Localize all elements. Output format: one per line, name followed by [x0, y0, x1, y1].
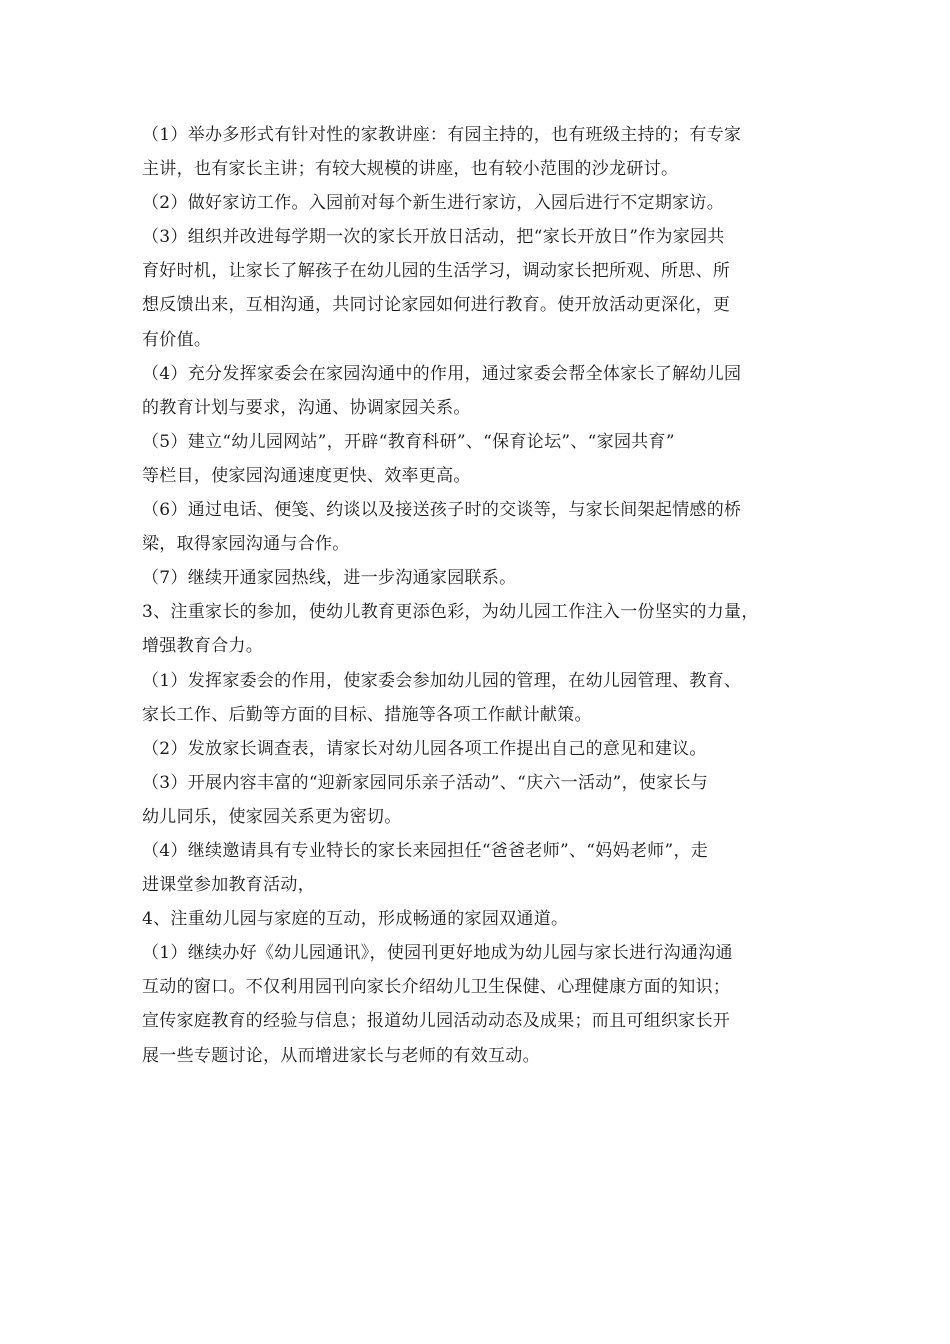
- text-line: （6）通过电话、便笺、约谈以及接送孩子时的交谈等，与家长间架起情感的桥: [142, 500, 742, 521]
- text-line: 梁，取得家园沟通与合作。: [142, 534, 350, 555]
- text-line: （1）继续办好《幼儿园通讯》，使园刊更好地成为幼儿园与家长进行沟通沟通: [142, 943, 733, 964]
- text-line: （4）充分发挥家委会在家园沟通中的作用，通过家委会帮全体家长了解幼儿园: [142, 363, 742, 384]
- text-line: （1）举办多形式有针对性的家教讲座：有园主持的，也有班级主持的；有专家: [142, 125, 742, 145]
- section-heading-3: 3、注重家长的参加，使幼儿教育更添色彩，为幼儿园工作注入一份坚实的力量，: [142, 602, 759, 623]
- text-line: （1）发挥家委会的作用，使家委会参加幼儿园的管理，在幼儿园管理、教育、: [142, 670, 742, 691]
- text-line: 宣传家庭教育的经验与信息；报道幼儿园活动动态及成果；而且可组织家长开: [142, 1011, 731, 1032]
- text-line: （4）继续邀请具有专业特长的家长来园担任“爸爸老师”、“妈妈老师”，走: [142, 840, 709, 861]
- text-line: （3）开展内容丰富的“迎新家园同乐亲子活动”、“庆六一活动”，使家长与: [142, 772, 709, 793]
- text-line: 幼儿同乐，使家园关系更为密切。: [142, 806, 402, 827]
- text-line: （2）发放家长调查表，请家长对幼儿园各项工作提出自己的意见和建议。: [142, 738, 707, 759]
- text-line: （3）组织并改进每学期一次的家长开放日活动，把“家长开放日”作为家园共: [142, 227, 725, 248]
- text-line: （2）做好家访工作。入园前对每个新生进行家访，入园后进行不定期家访。: [142, 193, 725, 214]
- text-line: 家长工作、后勤等方面的目标、措施等各项工作献计献策。: [142, 704, 592, 725]
- document-body: [142, 118, 832, 1073]
- text-line: 主讲，也有家长主讲；有较大规模的讲座，也有较小范围的沙龙研讨。: [142, 159, 679, 180]
- text-line: 增强教育合力。: [142, 636, 264, 657]
- text-line: 等栏目，使家园沟通速度更快、效率更高。: [142, 465, 471, 486]
- section-heading-4: 4、注重幼儿园与家庭的互动，形成畅通的家园双通道。: [142, 909, 569, 930]
- text-line: （5）建立“幼儿园网站”，开辟“教育科研”、“保育论坛”、“家园共育”: [142, 431, 675, 452]
- text-line: 展一些专题讨论，从而增进家长与老师的有效互动。: [142, 1045, 540, 1066]
- text-line: （7）继续开通家园热线，进一步沟通家园联系。: [142, 568, 517, 589]
- text-line: 想反馈出来，互相沟通，共同讨论家园如何进行教育。使开放活动更深化，更: [142, 295, 731, 316]
- text-line: 育好时机，让家长了解孩子在幼儿园的生活学习，调动家长把所观、所思、所: [142, 261, 731, 282]
- text-line: 进课堂参加教育活动，: [142, 875, 315, 896]
- text-line: 的教育计划与要求，沟通、协调家园关系。: [142, 397, 471, 418]
- text-line: 互动的窗口。不仅利用园刊向家长介绍幼儿卫生保健、心理健康方面的知识；: [142, 977, 731, 998]
- text-line: 有价值。: [142, 329, 212, 350]
